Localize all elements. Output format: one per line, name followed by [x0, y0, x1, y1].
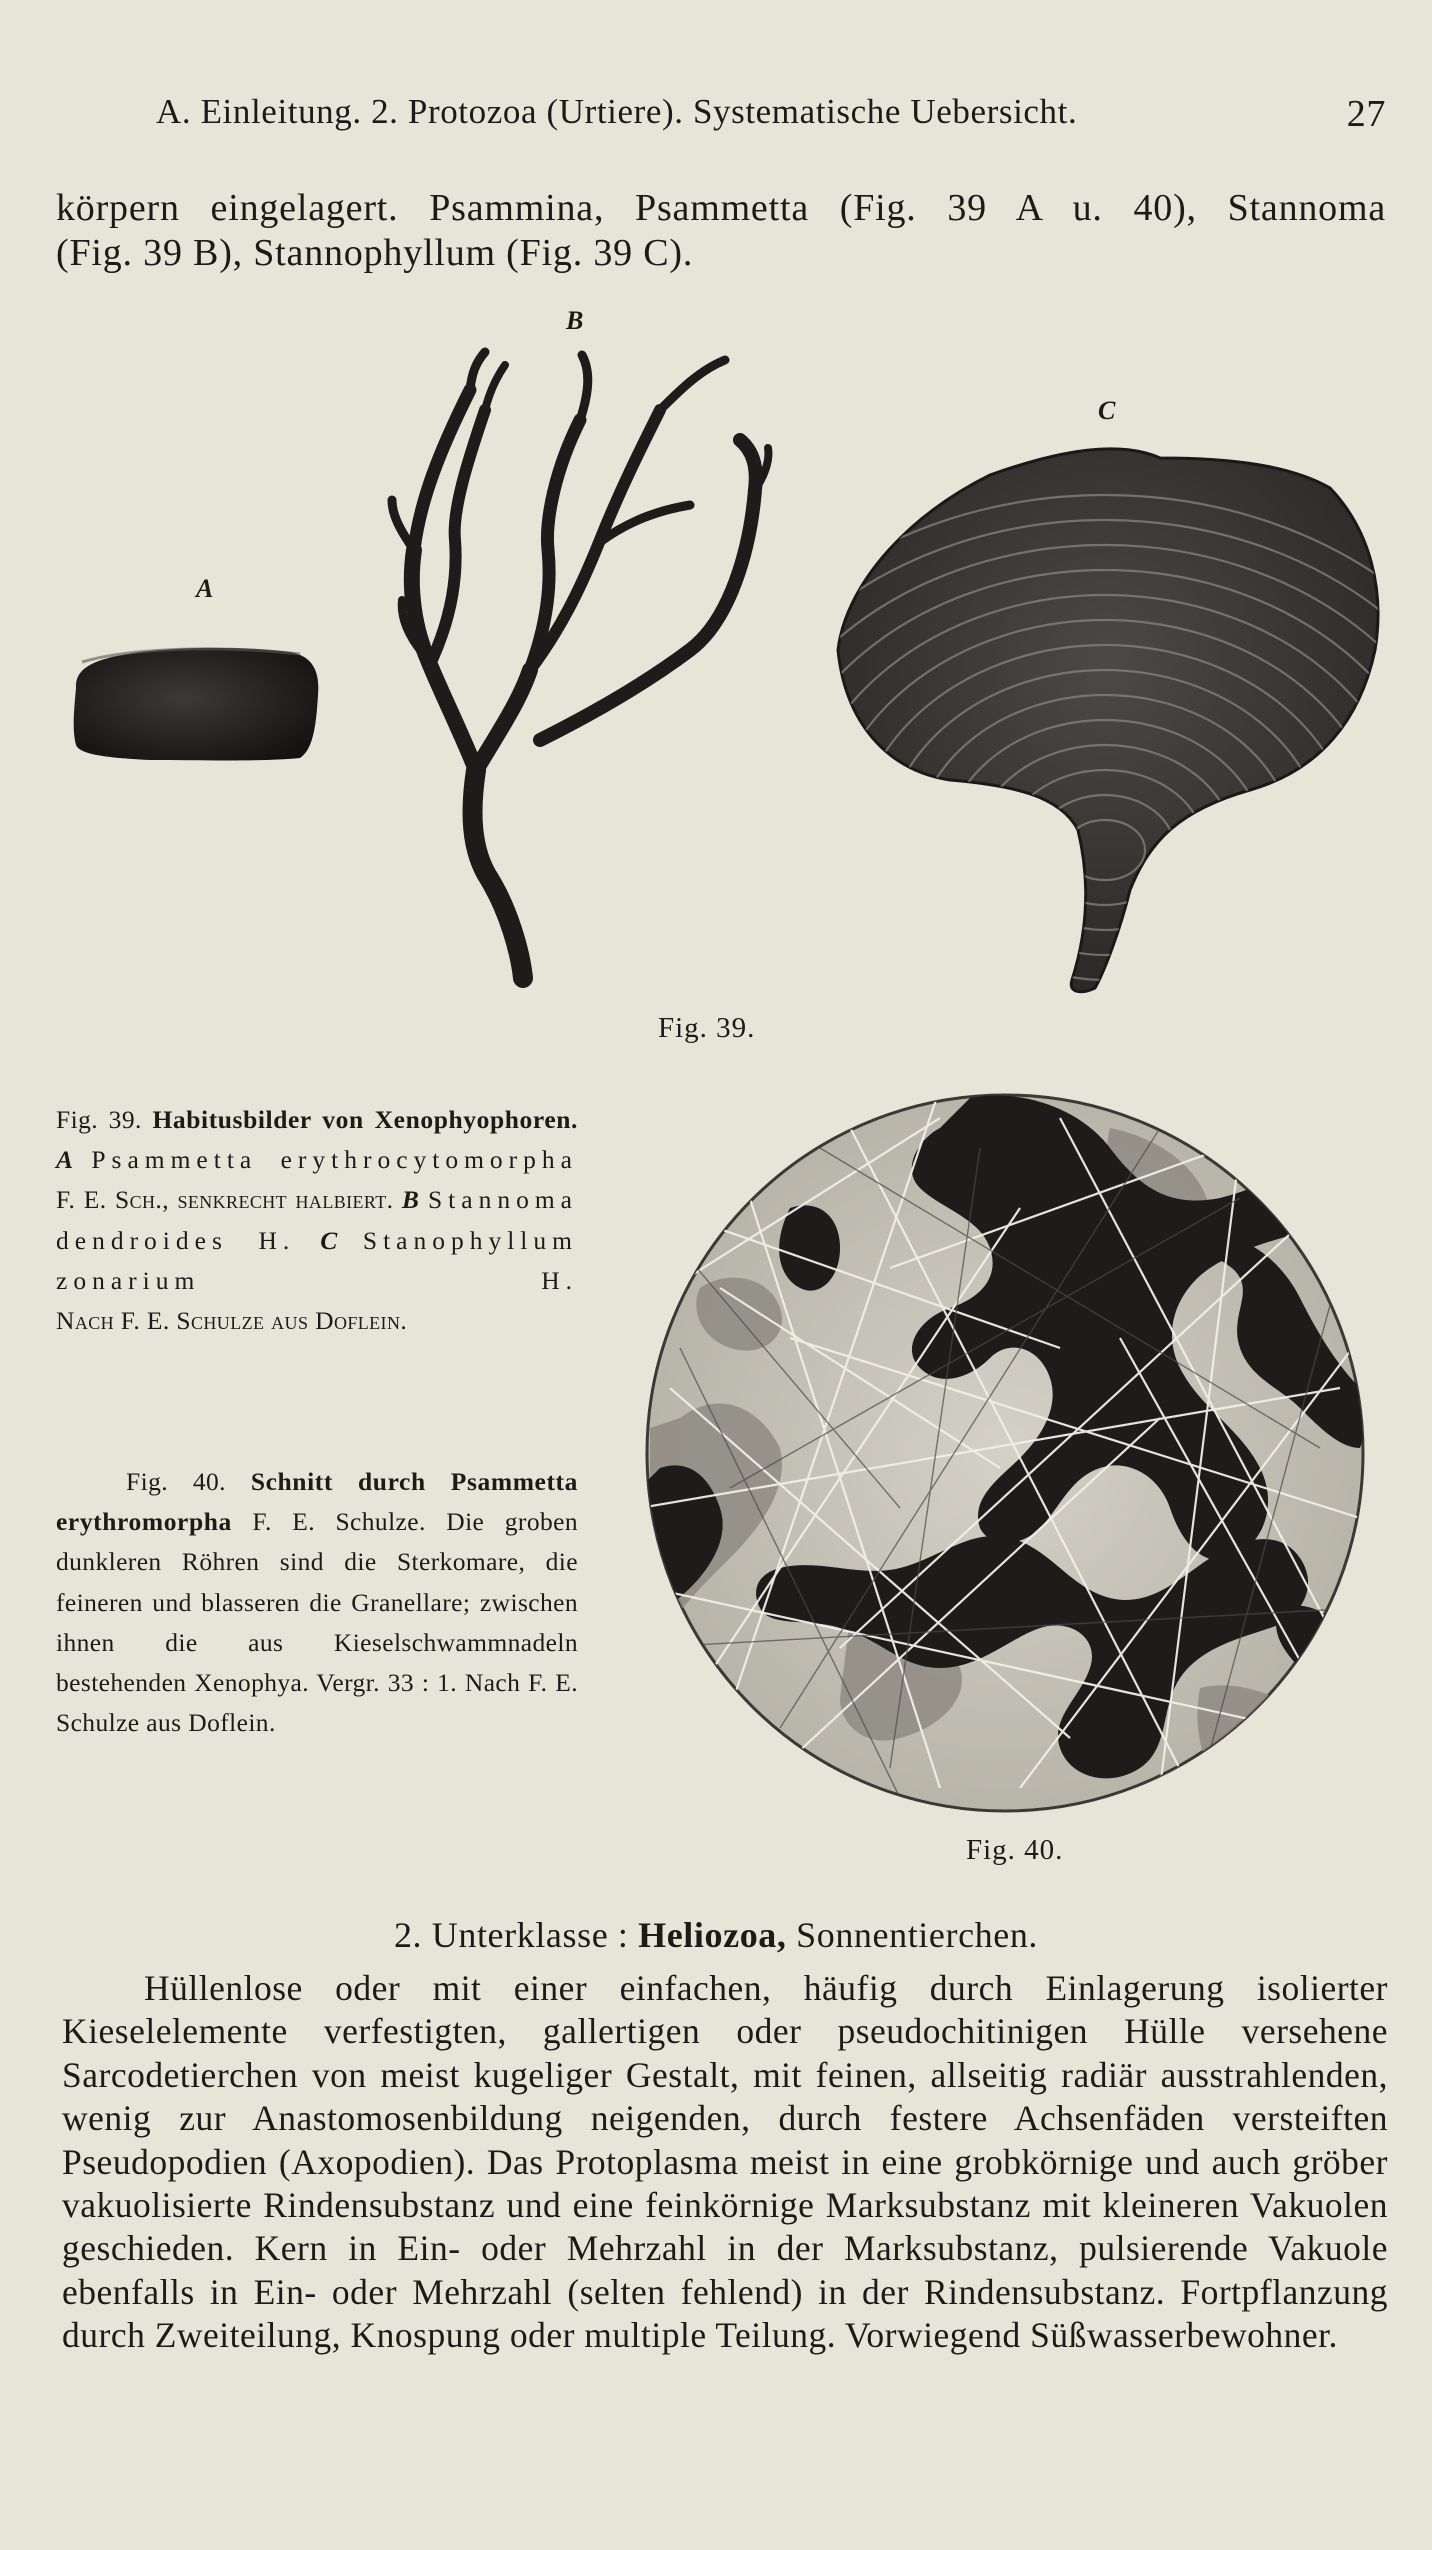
caption-figure-40 — [56, 1462, 578, 1743]
intro-line-1: körpern eingelagert. Psammina, Psammetta (Fig. 39 A u. 40), Stannoma — [56, 187, 1386, 229]
caption-40-title: Schnitt durch Psammetta erythromorpha — [56, 1467, 578, 1537]
figure-39-label-c: C — [1098, 396, 1116, 425]
caption-39-a-author: F. E. Sch., senkrecht halbiert. — [56, 1185, 394, 1215]
body-text — [62, 1967, 1388, 2358]
caption-39-b-text: Stannoma dendroides H. — [56, 1185, 578, 1255]
figure-40-drawing — [640, 1088, 1370, 1818]
caption-39-source: Nach F. E. Schulze aus Doflein. — [56, 1306, 408, 1336]
figure-39-label-a: A — [196, 574, 214, 603]
figure-39-label-b: B — [566, 306, 584, 335]
running-header — [156, 92, 1386, 140]
caption-39-title: Habitusbilder von Xenophyophoren. — [152, 1105, 579, 1134]
caption-39-c-text: Stanophyllum zonarium H. — [56, 1225, 578, 1295]
intro-text — [56, 186, 1386, 276]
specimen-a — [74, 648, 319, 761]
specimen-c — [675, 449, 1432, 1070]
page-number: 27 — [1346, 93, 1386, 135]
caption-40-fig: Fig. 40. — [126, 1467, 226, 1496]
specimen-b — [392, 352, 768, 978]
figure-40 — [640, 1088, 1370, 1868]
figure-39-drawing — [0, 290, 1432, 1070]
section-suffix: Sonnentierchen. — [796, 1915, 1039, 1955]
caption-39-a-letter: A — [56, 1145, 74, 1175]
figure-40-label: Fig. 40. — [966, 1834, 1064, 1866]
figure-39 — [0, 290, 1432, 1070]
caption-39-fig: Fig. 39. — [56, 1105, 142, 1134]
section-prefix: 2. Unterklasse : — [393, 1915, 629, 1955]
caption-39-c-letter: C — [320, 1225, 338, 1255]
section-name: Heliozoa, — [638, 1915, 787, 1955]
caption-39-b-letter: B — [401, 1185, 420, 1215]
intro-line-2: (Fig. 39 B), Stannophyllum (Fig. 39 C). — [56, 232, 694, 274]
caption-39-a-text: Psammetta erythrocytomorpha — [91, 1145, 578, 1175]
running-title: A. Einleitung. 2. Protozoa (Urtiere). Systematische Uebersicht. — [156, 92, 1078, 131]
caption-40-text: F. E. Schulze. Die groben dunkleren Röhren sind die Sterkomare, die feineren und blasseren die Granellare; zwischen ihnen die aus Kieselschwammnadeln bestehenden Xenophya. Vergr. 33 : 1. Nach F. E. Schulze aus Doflein. — [56, 1507, 578, 1738]
body-paragraph: Hüllenlose oder mit einer einfachen, häufig durch Einlagerung isolierter Kieselelemente verfestigten, gallertigen oder pseudochitinigen Hülle versehene Sarcodetierchen von meist kugeliger Gestalt, mit feinen, allseitig radiär ausstrahlenden, wenig zur Anastomosenbildung neigenden, durch festere Achsenfäden versteiften Pseudopodien (Axopodien). Das Protoplasma meist in eine grobkörnige und auch gröber vakuolisierte Rindensubstanz und eine feinkörnige Marksubstanz mit kleineren Vakuolen geschieden. Kern in Ein- oder Mehrzahl in der Marksubstanz, pulsierende Vakuole ebenfalls in Ein- oder Mehrzahl (selten fehlend) in der Rindensubstanz. Fortpflanzung durch Zweiteilung, Knospung oder multiple Teilung. Vorwiegend Süßwasserbewohner. — [62, 1968, 1388, 2356]
figure-39-label: Fig. 39. — [658, 1012, 756, 1044]
caption-figure-39 — [56, 1100, 578, 1341]
section-heading — [0, 1914, 1432, 1956]
